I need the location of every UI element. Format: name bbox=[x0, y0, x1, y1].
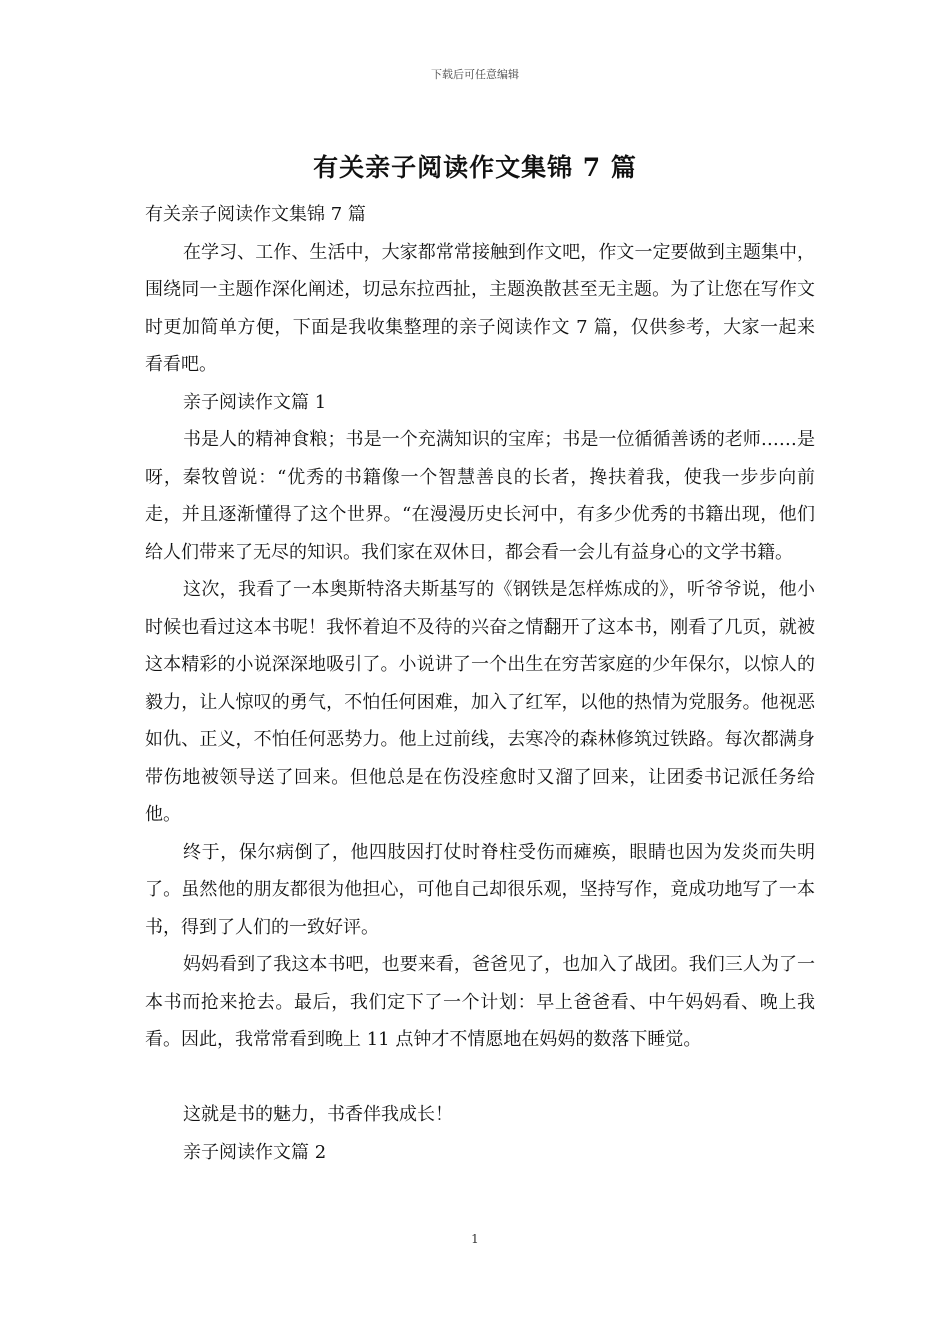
blank-line bbox=[145, 1059, 815, 1097]
intro-paragraph: 在学习、工作、生活中，大家都常常接触到作文吧，作文一定要做到主题集中，围绕同一主题作深化阐述，切忌东拉西扯，主题涣散甚至无主题。为了让您在写作文时更加简单方便，下面是我收集整理的亲子阅读作文 7 篇，仅供参考，大家一起来看看吧。 bbox=[145, 241, 815, 375]
section-heading-2: 亲子阅读作文篇 2 bbox=[183, 1141, 327, 1163]
page-number: 1 bbox=[471, 1232, 479, 1246]
essay-paragraph: 这次，我看了一本奥斯特洛夫斯基写的《钢铁是怎样炼成的》，听爷爷说，他小时候也看过这本书呢！我怀着迫不及待的兴奋之情翻开了这本书，刚看了几页，就被这本精彩的小说深深地吸引了。小说讲了一个出生在穷苦家庭的少年保尔，以惊人的毅力，让人惊叹的勇气，不怕任何困难，加入了红军，以他的热情为党服务。他视恶如仇、正义，不怕任何恶势力。他上过前线，去寒冷的森林修筑过铁路。每次都满身带伤地被领导送了回来。但他总是在伤没痊愈时又溜了回来，让团委书记派任务给他。 bbox=[145, 579, 815, 825]
essay-paragraph: 书是人的精神食粮；书是一个充满知识的宝库；书是一位循循善诱的老师……是呀，秦牧曾说：“优秀的书籍像一个智慧善良的长者，搀扶着我，使我一步步向前走，并且逐渐懂得了这个世界。“在漫漫历史长河中，有多少优秀的书籍出现，他们给人们带来了无尽的知识。我们家在双休日，都会看一会儿有益身心的文学书籍。 bbox=[145, 429, 815, 563]
document-title: 有关亲子阅读作文集锦 7 篇 bbox=[313, 153, 637, 182]
essay-paragraph: 妈妈看到了我这本书吧，也要来看，爸爸见了，也加入了战团。我们三人为了一本书而抢来抢去。最后，我们定下了一个计划：早上爸爸看、中午妈妈看、晚上我看。因此，我常常看到晚上 11 点钟才不情愿地在妈妈的数落下睡觉。 bbox=[145, 954, 815, 1050]
page-header: 下载后可任意编辑 bbox=[431, 68, 519, 81]
document-body bbox=[145, 196, 815, 1171]
essay-paragraph: 这就是书的魅力，书香伴我成长！ bbox=[183, 1104, 453, 1125]
section-heading-1: 亲子阅读作文篇 1 bbox=[183, 391, 327, 413]
subtitle-line: 有关亲子阅读作文集锦 7 篇 bbox=[145, 204, 366, 225]
essay-paragraph: 终于，保尔病倒了，他四肢因打仗时脊柱受伤而瘫痪，眼睛也因为发炎而失明了。虽然他的朋友都很为他担心，可他自己却很乐观，坚持写作，竟成功地写了一本书，得到了人们的一致好评。 bbox=[145, 841, 815, 938]
